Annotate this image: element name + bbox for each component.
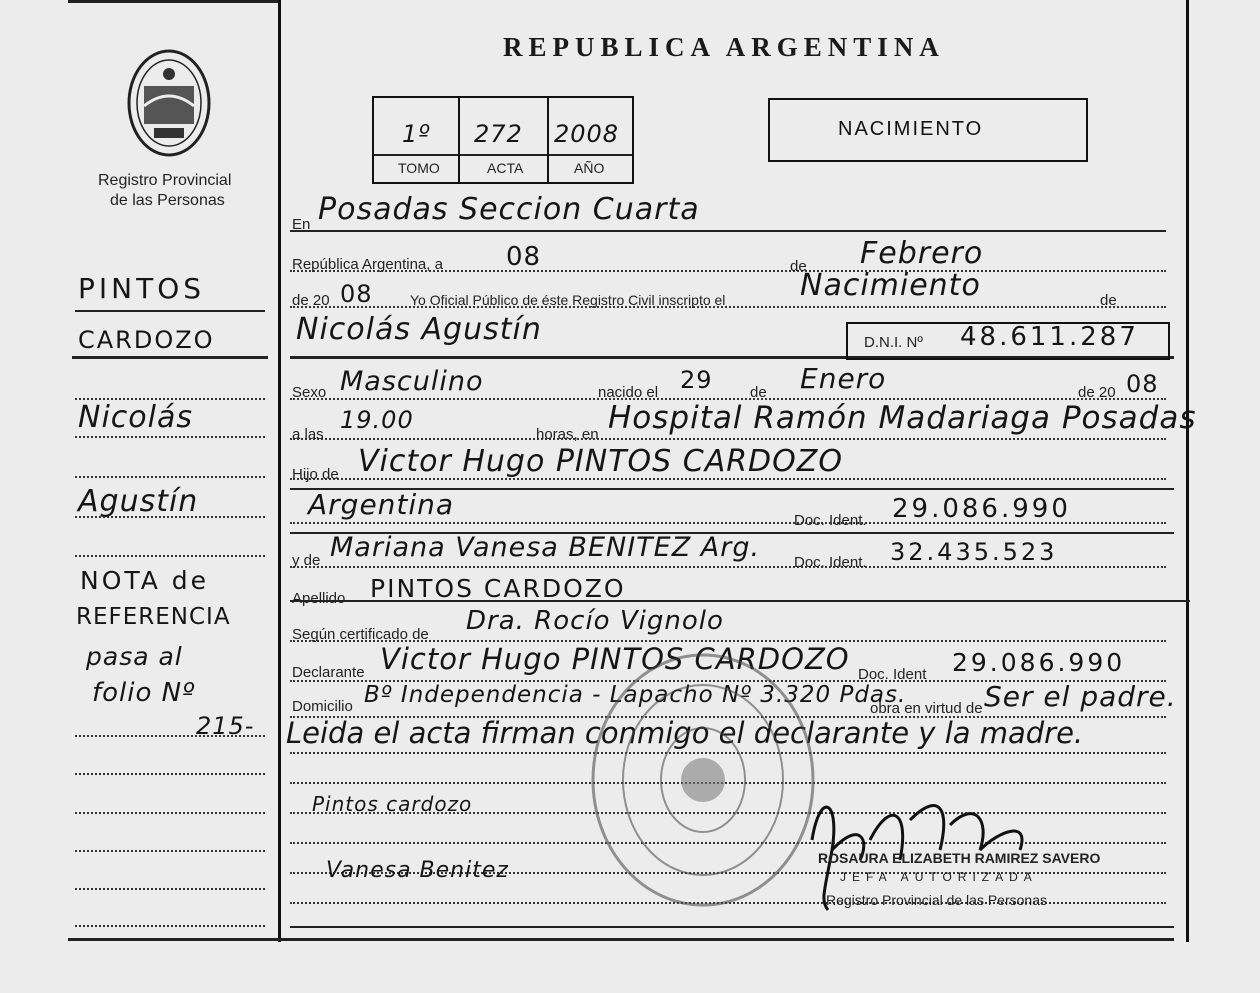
de-label-3: de bbox=[750, 384, 767, 401]
dni-label: D.N.I. Nº bbox=[864, 334, 923, 351]
margin-note-5: 215- bbox=[196, 712, 255, 740]
yde-label: y de bbox=[292, 552, 321, 569]
hora-value: 19.00 bbox=[340, 406, 414, 434]
margin-dotline bbox=[75, 555, 265, 557]
margin-dotline bbox=[75, 925, 265, 927]
margin-note-2: REFERENCIA bbox=[76, 604, 231, 630]
dni-value: 48.611.287 bbox=[960, 322, 1139, 352]
obra-value: Ser el padre. bbox=[984, 680, 1177, 713]
doc-label: Doc. Ident. bbox=[794, 512, 867, 529]
tomo-value: 1º bbox=[402, 120, 431, 148]
margin-dotline bbox=[75, 476, 265, 478]
official-title: JEFA AUTORIZADA bbox=[840, 870, 1038, 884]
signature-1: Pintos cardozo bbox=[312, 792, 473, 816]
margin-dotline bbox=[75, 773, 265, 775]
declarante-doc: 29.086.990 bbox=[952, 648, 1126, 677]
top-border-left bbox=[68, 0, 278, 3]
form-line bbox=[290, 230, 1166, 232]
form-line bbox=[290, 926, 1174, 928]
record-type-box bbox=[768, 98, 1088, 162]
record-number-box bbox=[372, 96, 634, 184]
oficial-label: Yo Oficial Público de éste Registro Civil inscripto el bbox=[410, 292, 726, 308]
sexo-label: Sexo bbox=[292, 384, 327, 401]
anio-label: AÑO bbox=[574, 160, 605, 176]
signature-2: Vanesa Benitez bbox=[326, 858, 509, 883]
certificado-label: Según certificado de bbox=[292, 626, 429, 643]
registry-name-line1: Registro Provincial bbox=[98, 172, 232, 189]
nac-dia: 29 bbox=[680, 366, 713, 394]
margin-note-3: pasa al bbox=[86, 642, 183, 671]
madre-doc: 32.435.523 bbox=[890, 538, 1058, 566]
margin-dotline bbox=[75, 850, 265, 852]
dia-value: 08 bbox=[506, 242, 542, 272]
right-border bbox=[1186, 0, 1189, 942]
mes-value: Febrero bbox=[860, 236, 984, 271]
bottom-border bbox=[68, 938, 1174, 941]
official-name: ROSAURA ELIZABETH RAMIREZ SAVERO bbox=[818, 850, 1101, 866]
de-label-2: de bbox=[1100, 292, 1117, 309]
apellido-label: Apellido bbox=[292, 590, 346, 607]
official-org: Registro Provincial de las Personas bbox=[826, 892, 1047, 908]
acta-value: 272 bbox=[474, 120, 523, 148]
nacido-label: nacido el bbox=[598, 384, 659, 401]
record-type: NACIMIENTO bbox=[838, 118, 984, 140]
margin-dotline bbox=[75, 812, 265, 814]
doc-label-2: Doc. Ident. bbox=[794, 554, 867, 571]
nombre-value: Nicolás Agustín bbox=[296, 312, 542, 347]
acta-label: ACTA bbox=[487, 160, 524, 176]
padre-doc: 29.086.990 bbox=[892, 494, 1071, 524]
provincial-seal-icon bbox=[124, 46, 214, 161]
dni-box bbox=[846, 322, 1170, 360]
left-border bbox=[278, 0, 281, 942]
tomo-label: TOMO bbox=[398, 160, 440, 176]
hijo-label: Hijo de bbox=[292, 466, 339, 483]
madre-value: Mariana Vanesa BENITEZ Arg. bbox=[330, 532, 761, 563]
nac-anio: 08 bbox=[1126, 370, 1159, 398]
lugar-value: Hospital Ramón Madariaga Posadas bbox=[608, 400, 1197, 436]
nac-mes: Enero bbox=[800, 362, 887, 395]
sexo-value: Masculino bbox=[340, 366, 484, 397]
domicilio-label: Domicilio bbox=[292, 698, 353, 715]
domicilio-value: Bº Independencia - Lapacho Nº 3.320 Pdas. bbox=[364, 682, 907, 708]
horas-label: horas, en bbox=[536, 426, 599, 443]
anio-prefix: de 20 bbox=[292, 292, 330, 309]
margin-line bbox=[72, 356, 268, 359]
inscripto-value: Nacimiento bbox=[800, 268, 981, 303]
de20-label: de 20 bbox=[1078, 384, 1116, 401]
margin-note-1: NOTA de bbox=[80, 566, 210, 595]
margin-line bbox=[75, 310, 265, 312]
apellido-value: PINTOS CARDOZO bbox=[370, 574, 626, 603]
margin-first-name: Nicolás bbox=[78, 400, 193, 435]
margin-surname-1: PINTOS bbox=[78, 272, 206, 305]
declarante-value: Victor Hugo PINTOS CARDOZO bbox=[380, 642, 850, 676]
en-label: En bbox=[292, 216, 311, 233]
certificado-value: Dra. Rocío Vignolo bbox=[466, 606, 724, 636]
margin-second-name: Agustín bbox=[78, 484, 199, 519]
form-dotline bbox=[290, 438, 1166, 440]
leida-value: Leida el acta firman conmigo el declarante y la madre. bbox=[286, 716, 1084, 750]
padre-nacionalidad: Argentina bbox=[308, 488, 455, 521]
de-label: de bbox=[790, 258, 807, 275]
alas-label: a las bbox=[292, 426, 324, 443]
anio-value-form: 08 bbox=[340, 280, 373, 308]
declarante-label: Declarante bbox=[292, 664, 365, 681]
margin-dotline bbox=[75, 888, 265, 890]
obra-label: obra en virtud de bbox=[870, 700, 983, 717]
document-title: REPUBLICA ARGENTINA bbox=[503, 32, 945, 62]
padre-value: Victor Hugo PINTOS CARDOZO bbox=[358, 444, 843, 479]
form-dotline bbox=[290, 566, 1166, 568]
doc-label-3: Doc. Ident bbox=[858, 666, 927, 683]
en-value: Posadas Seccion Cuarta bbox=[318, 192, 700, 227]
republica-label: República Argentina, a bbox=[292, 256, 443, 273]
margin-note-4: folio Nº bbox=[92, 678, 196, 708]
registry-name-line2: de las Personas bbox=[110, 192, 225, 209]
anio-value: 2008 bbox=[554, 120, 620, 148]
margin-surname-2: CARDOZO bbox=[78, 326, 215, 354]
official-stamp-icon bbox=[588, 650, 818, 910]
margin-dotline bbox=[75, 436, 265, 438]
